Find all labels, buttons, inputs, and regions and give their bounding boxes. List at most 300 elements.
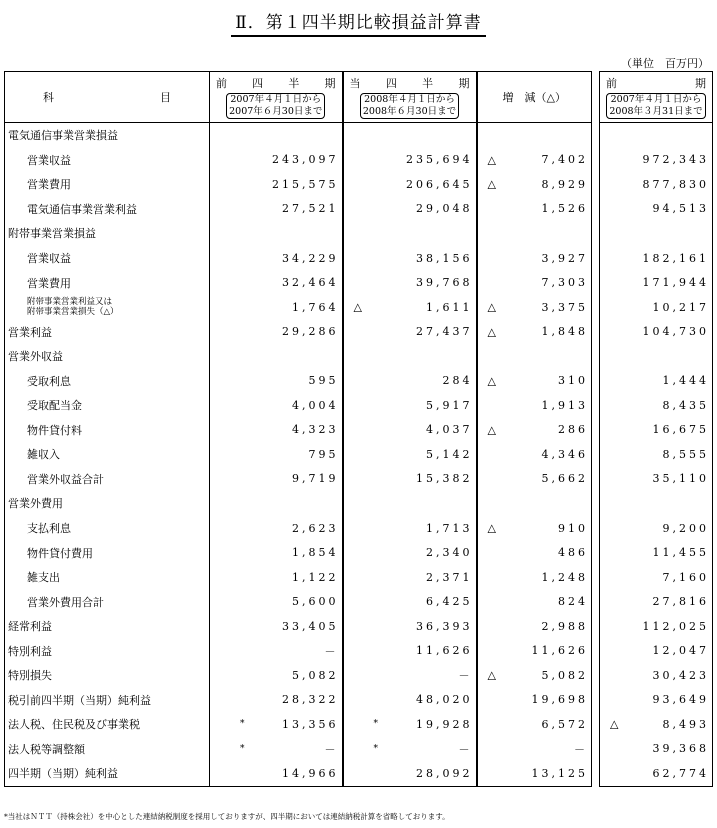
cell-value: 243,097 bbox=[272, 153, 339, 167]
note-asterisk: * bbox=[373, 743, 378, 754]
cell-value: 4,004 bbox=[292, 398, 339, 412]
prev-year-cell bbox=[600, 614, 713, 639]
negative-mark: △ bbox=[353, 300, 362, 314]
cell-value: 3,375 bbox=[541, 300, 588, 314]
row-label: 特別利益 bbox=[5, 638, 210, 663]
prev-year-cell bbox=[600, 295, 713, 320]
table-row bbox=[5, 368, 713, 393]
prev-quarter-cell bbox=[210, 712, 343, 737]
difference-cell bbox=[477, 246, 592, 271]
header-prev-year bbox=[600, 72, 713, 123]
cell-value: 27,521 bbox=[282, 202, 339, 216]
cell-value: 2,988 bbox=[541, 619, 588, 633]
cell-value: 11,455 bbox=[652, 546, 709, 560]
prev-quarter-cell bbox=[210, 614, 343, 639]
negative-mark: △ bbox=[487, 153, 496, 167]
difference-cell bbox=[477, 516, 592, 541]
cell-value: － bbox=[458, 669, 473, 683]
difference-cell bbox=[477, 614, 592, 639]
period-from: 2008年４月１日から bbox=[364, 94, 455, 105]
cell-value: 39,768 bbox=[416, 276, 473, 290]
prev-year-cell bbox=[600, 221, 713, 246]
note-asterisk: * bbox=[373, 719, 378, 730]
prev-year-cell bbox=[600, 418, 713, 443]
prev-quarter-cell bbox=[210, 540, 343, 565]
header-char: 期 bbox=[695, 77, 706, 90]
cell-value: 795 bbox=[308, 447, 339, 461]
prev-year-cell bbox=[600, 246, 713, 271]
table-row bbox=[5, 246, 713, 271]
current-quarter-cell bbox=[343, 319, 477, 344]
row-label: 営業利益 bbox=[5, 319, 210, 344]
prev-quarter-cell bbox=[210, 418, 343, 443]
current-quarter-cell bbox=[343, 516, 477, 541]
row-label: 営業外費用 bbox=[5, 491, 210, 516]
row-label: 物件貸付料 bbox=[5, 418, 210, 443]
row-label: 四半期（当期）純利益 bbox=[5, 761, 210, 786]
table-row bbox=[5, 270, 713, 295]
cell-value: 1,713 bbox=[426, 521, 473, 535]
table-row bbox=[5, 761, 713, 786]
period-to: 2008年３月31日まで bbox=[609, 106, 703, 117]
cell-value: 93,649 bbox=[652, 693, 709, 707]
cell-value: 16,675 bbox=[652, 423, 709, 437]
difference-cell bbox=[477, 344, 592, 369]
current-quarter-cell bbox=[343, 712, 477, 737]
cell-value: 2,340 bbox=[426, 546, 473, 560]
table-row bbox=[5, 393, 713, 418]
current-quarter-cell bbox=[343, 589, 477, 614]
row-label: 物件貸付費用 bbox=[5, 540, 210, 565]
cell-value: 9,719 bbox=[292, 472, 339, 486]
row-label: 電気通信事業営業損益 bbox=[5, 123, 210, 148]
cell-value: 36,393 bbox=[416, 619, 473, 633]
cell-value: 14,966 bbox=[282, 766, 339, 780]
prev-quarter-cell bbox=[210, 663, 343, 688]
row-label: 経常利益 bbox=[5, 614, 210, 639]
cell-value: 1,248 bbox=[541, 570, 588, 584]
header-difference-label: 増 減（△） bbox=[502, 91, 566, 104]
difference-cell bbox=[477, 638, 592, 663]
current-quarter-cell bbox=[343, 565, 477, 590]
row-label: 電気通信事業営業利益 bbox=[5, 197, 210, 222]
header-char: 当 bbox=[349, 77, 361, 90]
cell-value: 8,555 bbox=[662, 447, 709, 461]
difference-cell bbox=[477, 368, 592, 393]
cell-value: 48,020 bbox=[416, 693, 473, 707]
prev-year-cell bbox=[600, 540, 713, 565]
cell-value: 7,303 bbox=[541, 276, 588, 290]
cell-value: 310 bbox=[558, 374, 588, 388]
unit-label: （単位 百万円） bbox=[621, 57, 709, 70]
cell-value: 2,623 bbox=[292, 521, 339, 535]
cell-value: 28,092 bbox=[416, 766, 473, 780]
cell-value: 4,346 bbox=[541, 447, 588, 461]
cell-value: 32,464 bbox=[282, 276, 339, 290]
prev-quarter-cell bbox=[210, 393, 343, 418]
prev-quarter-cell bbox=[210, 442, 343, 467]
row-label: 営業費用 bbox=[5, 172, 210, 197]
period-to: 2007年６月30日まで bbox=[229, 106, 323, 117]
prev-year-cell bbox=[600, 393, 713, 418]
prev-year-cell bbox=[600, 663, 713, 688]
current-quarter-cell bbox=[343, 737, 477, 762]
prev-year-cell bbox=[600, 197, 713, 222]
prev-year-cell bbox=[600, 516, 713, 541]
difference-cell bbox=[477, 319, 592, 344]
difference-cell bbox=[477, 148, 592, 173]
table-row bbox=[5, 614, 713, 639]
cell-value: 1,764 bbox=[292, 300, 339, 314]
cell-value: － bbox=[324, 742, 339, 756]
table-row bbox=[5, 638, 713, 663]
current-quarter-cell bbox=[343, 221, 477, 246]
difference-cell bbox=[477, 761, 592, 786]
cell-value: 33,405 bbox=[282, 619, 339, 633]
header-char: 期 bbox=[458, 77, 470, 90]
table-row bbox=[5, 589, 713, 614]
table-row bbox=[5, 418, 713, 443]
cell-value: 5,600 bbox=[292, 595, 339, 609]
period-to: 2008年６月30日まで bbox=[362, 106, 457, 117]
prev-quarter-cell bbox=[210, 123, 343, 148]
prev-year-cell bbox=[600, 344, 713, 369]
prev-year-cell bbox=[600, 638, 713, 663]
prev-quarter-cell bbox=[210, 737, 343, 762]
prev-year-cell bbox=[600, 688, 713, 713]
prev-year-cell bbox=[600, 761, 713, 786]
cell-value: 595 bbox=[308, 374, 339, 388]
cell-value: 27,437 bbox=[416, 325, 473, 339]
row-label: 営業費用 bbox=[5, 270, 210, 295]
current-quarter-cell bbox=[343, 344, 477, 369]
title-text: Ⅱ．第１四半期比較損益計算書 bbox=[231, 8, 486, 37]
prev-quarter-cell bbox=[210, 295, 343, 320]
cell-value: 94,513 bbox=[652, 202, 709, 216]
header-difference bbox=[477, 72, 592, 123]
cell-value: 15,382 bbox=[416, 472, 473, 486]
header-prev-quarter-period bbox=[226, 93, 325, 119]
header-char: 前 bbox=[606, 77, 617, 90]
row-label: 営業外収益 bbox=[5, 344, 210, 369]
cell-value: 215,575 bbox=[272, 177, 339, 191]
cell-value: 910 bbox=[558, 521, 588, 535]
note-asterisk: * bbox=[240, 719, 245, 730]
cell-value: 29,286 bbox=[282, 325, 339, 339]
difference-cell bbox=[477, 712, 592, 737]
current-quarter-cell bbox=[343, 295, 477, 320]
cell-value: 112,025 bbox=[642, 619, 709, 633]
cell-value: 5,917 bbox=[426, 398, 473, 412]
row-label: 支払利息 bbox=[5, 516, 210, 541]
prev-quarter-cell bbox=[210, 565, 343, 590]
cell-value: 30,423 bbox=[652, 668, 709, 682]
header-char: 四 bbox=[385, 77, 397, 90]
cell-value: － bbox=[574, 742, 588, 756]
header-char: 半 bbox=[288, 77, 300, 90]
header-char: 四 bbox=[252, 77, 264, 90]
cell-value: 12,047 bbox=[652, 644, 709, 658]
prev-quarter-cell bbox=[210, 688, 343, 713]
prev-quarter-cell bbox=[210, 638, 343, 663]
cell-value: 5,142 bbox=[426, 447, 473, 461]
income-statement-table bbox=[4, 71, 713, 787]
prev-year-cell bbox=[600, 172, 713, 197]
cell-value: 1,444 bbox=[662, 374, 709, 388]
current-quarter-cell bbox=[343, 614, 477, 639]
table-row bbox=[5, 172, 713, 197]
cell-value: 8,929 bbox=[541, 177, 588, 191]
prev-year-cell bbox=[600, 319, 713, 344]
prev-quarter-cell bbox=[210, 197, 343, 222]
cell-value: 284 bbox=[442, 374, 473, 388]
header-subject bbox=[5, 72, 210, 123]
cell-value: 34,229 bbox=[282, 251, 339, 265]
difference-cell bbox=[477, 688, 592, 713]
row-label: 雑支出 bbox=[5, 565, 210, 590]
cell-value: 877,830 bbox=[642, 177, 709, 191]
table-row bbox=[5, 737, 713, 762]
table-row bbox=[5, 319, 713, 344]
period-from: 2007年４月１日から bbox=[230, 94, 322, 105]
row-label: 附帯事業営業利益又は 附帯事業営業損失（△） bbox=[5, 295, 210, 320]
prev-quarter-cell bbox=[210, 491, 343, 516]
current-quarter-cell bbox=[343, 148, 477, 173]
row-label: 特別損失 bbox=[5, 663, 210, 688]
difference-cell bbox=[477, 393, 592, 418]
prev-year-cell bbox=[600, 123, 713, 148]
cell-value: 5,662 bbox=[541, 472, 588, 486]
prev-year-cell bbox=[600, 712, 713, 737]
prev-quarter-cell bbox=[210, 516, 343, 541]
table-row bbox=[5, 688, 713, 713]
row-label: 法人税、住民税及び事業税 bbox=[5, 712, 210, 737]
table-row bbox=[5, 295, 713, 320]
header-current-quarter bbox=[343, 72, 477, 123]
row-label: 受取利息 bbox=[5, 368, 210, 393]
cell-value: 5,082 bbox=[541, 668, 588, 682]
header-prev-quarter bbox=[210, 72, 343, 123]
negative-mark: △ bbox=[487, 423, 496, 437]
header-char: 期 bbox=[324, 77, 336, 90]
difference-cell bbox=[477, 172, 592, 197]
negative-mark: △ bbox=[487, 300, 496, 314]
current-quarter-cell bbox=[343, 270, 477, 295]
prev-quarter-cell bbox=[210, 221, 343, 246]
prev-quarter-cell bbox=[210, 319, 343, 344]
row-label: 営業外費用合計 bbox=[5, 589, 210, 614]
header-row bbox=[5, 72, 713, 123]
cell-value: 4,323 bbox=[292, 423, 339, 437]
cell-value: 13,356 bbox=[282, 717, 339, 731]
prev-quarter-cell bbox=[210, 368, 343, 393]
difference-cell bbox=[477, 295, 592, 320]
table-row bbox=[5, 712, 713, 737]
row-label: 営業外収益合計 bbox=[5, 467, 210, 492]
prev-year-cell bbox=[600, 737, 713, 762]
row-label: 雑収入 bbox=[5, 442, 210, 467]
cell-value: 38,156 bbox=[416, 251, 473, 265]
cell-value: 972,343 bbox=[642, 153, 709, 167]
current-quarter-cell bbox=[343, 418, 477, 443]
cell-value: 1,611 bbox=[426, 300, 473, 314]
difference-cell bbox=[477, 418, 592, 443]
cell-value: 13,125 bbox=[531, 766, 588, 780]
cell-value: 8,435 bbox=[662, 398, 709, 412]
cell-value: 3,927 bbox=[541, 251, 588, 265]
current-quarter-cell bbox=[343, 442, 477, 467]
note-asterisk: * bbox=[240, 743, 245, 754]
cell-value: 206,645 bbox=[406, 177, 473, 191]
table-row bbox=[5, 467, 713, 492]
current-quarter-cell bbox=[343, 688, 477, 713]
table-row bbox=[5, 491, 713, 516]
table-row bbox=[5, 663, 713, 688]
negative-mark: △ bbox=[487, 177, 496, 191]
prev-quarter-cell bbox=[210, 589, 343, 614]
table-row bbox=[5, 565, 713, 590]
prev-year-cell bbox=[600, 368, 713, 393]
cell-value: 28,322 bbox=[282, 693, 339, 707]
header-subject-left: 科 bbox=[43, 91, 54, 104]
cell-value: 286 bbox=[558, 423, 588, 437]
cell-value: 19,698 bbox=[531, 693, 588, 707]
table-row bbox=[5, 442, 713, 467]
difference-cell bbox=[477, 565, 592, 590]
difference-cell bbox=[477, 442, 592, 467]
cell-value: 8,493 bbox=[662, 717, 709, 731]
cell-value: 1,848 bbox=[541, 325, 588, 339]
header-subject-right: 目 bbox=[160, 91, 171, 104]
prev-quarter-cell bbox=[210, 172, 343, 197]
current-quarter-cell bbox=[343, 540, 477, 565]
period-from: 2007年４月１日から bbox=[610, 94, 702, 105]
table-row bbox=[5, 148, 713, 173]
current-quarter-cell bbox=[343, 638, 477, 663]
cell-value: － bbox=[324, 644, 339, 658]
table-row bbox=[5, 221, 713, 246]
table-row bbox=[5, 540, 713, 565]
prev-year-cell bbox=[600, 565, 713, 590]
negative-mark: △ bbox=[487, 325, 496, 339]
difference-cell bbox=[477, 197, 592, 222]
cell-value: 104,730 bbox=[642, 325, 709, 339]
cell-value: 1,913 bbox=[541, 398, 588, 412]
header-prev-year-period bbox=[606, 93, 705, 119]
current-quarter-cell bbox=[343, 197, 477, 222]
prev-year-cell bbox=[600, 442, 713, 467]
cell-value: 11,626 bbox=[531, 644, 588, 658]
table-row bbox=[5, 344, 713, 369]
prev-quarter-cell bbox=[210, 148, 343, 173]
cell-value: 5,082 bbox=[292, 668, 339, 682]
table-row bbox=[5, 516, 713, 541]
difference-cell bbox=[477, 663, 592, 688]
cell-value: 7,160 bbox=[662, 570, 709, 584]
prev-year-cell bbox=[600, 491, 713, 516]
difference-cell bbox=[477, 221, 592, 246]
current-quarter-cell bbox=[343, 368, 477, 393]
cell-value: 9,200 bbox=[662, 521, 709, 535]
current-quarter-cell bbox=[343, 123, 477, 148]
cell-value: 19,928 bbox=[416, 717, 473, 731]
row-label: 附帯事業営業損益 bbox=[5, 221, 210, 246]
row-label: 受取配当金 bbox=[5, 393, 210, 418]
table-row bbox=[5, 197, 713, 222]
difference-cell bbox=[477, 123, 592, 148]
prev-quarter-cell bbox=[210, 246, 343, 271]
current-quarter-cell bbox=[343, 172, 477, 197]
current-quarter-cell bbox=[343, 491, 477, 516]
negative-mark: △ bbox=[487, 668, 496, 682]
cell-value: 7,402 bbox=[541, 153, 588, 167]
cell-value: 235,694 bbox=[406, 153, 473, 167]
cell-value: 27,816 bbox=[652, 595, 709, 609]
current-quarter-cell bbox=[343, 393, 477, 418]
difference-cell bbox=[477, 540, 592, 565]
cell-value: 29,048 bbox=[416, 202, 473, 216]
difference-cell bbox=[477, 491, 592, 516]
difference-cell bbox=[477, 467, 592, 492]
difference-cell bbox=[477, 270, 592, 295]
negative-mark: △ bbox=[487, 521, 496, 535]
cell-value: 6,425 bbox=[426, 595, 473, 609]
cell-value: － bbox=[458, 742, 473, 756]
row-label: 営業収益 bbox=[5, 148, 210, 173]
prev-quarter-cell bbox=[210, 270, 343, 295]
prev-year-cell bbox=[600, 467, 713, 492]
row-label: 税引前四半期（当期）純利益 bbox=[5, 688, 210, 713]
cell-value: 486 bbox=[558, 546, 588, 560]
footnote: *当社はＮＴＴ（持株会社）を中心とした連結納税制度を採用しておりますが、四半期においては連結納税計算を省略しております。 bbox=[4, 812, 450, 821]
negative-mark: △ bbox=[487, 374, 496, 388]
header-char: 半 bbox=[422, 77, 434, 90]
prev-quarter-cell bbox=[210, 344, 343, 369]
cell-value: 2,371 bbox=[426, 570, 473, 584]
table-row bbox=[5, 123, 713, 148]
current-quarter-cell bbox=[343, 761, 477, 786]
negative-mark: △ bbox=[610, 717, 619, 731]
prev-year-cell bbox=[600, 589, 713, 614]
cell-value: 1,526 bbox=[541, 202, 588, 216]
page-title bbox=[0, 8, 717, 37]
header-char: 前 bbox=[216, 77, 227, 90]
row-label: 営業収益 bbox=[5, 246, 210, 271]
prev-quarter-cell bbox=[210, 761, 343, 786]
cell-value: 11,626 bbox=[416, 644, 473, 658]
cell-value: 824 bbox=[558, 595, 588, 609]
prev-year-cell bbox=[600, 270, 713, 295]
prev-quarter-cell bbox=[210, 467, 343, 492]
cell-value: 171,944 bbox=[642, 276, 709, 290]
cell-value: 6,572 bbox=[541, 717, 588, 731]
cell-value: 1,854 bbox=[292, 546, 339, 560]
row-label: 法人税等調整額 bbox=[5, 737, 210, 762]
cell-value: 1,122 bbox=[292, 570, 339, 584]
cell-value: 35,110 bbox=[652, 472, 709, 486]
cell-value: 4,037 bbox=[426, 423, 473, 437]
cell-value: 10,217 bbox=[652, 300, 709, 314]
cell-value: 39,368 bbox=[652, 742, 709, 756]
difference-cell bbox=[477, 737, 592, 762]
prev-year-cell bbox=[600, 148, 713, 173]
cell-value: 182,161 bbox=[642, 251, 709, 265]
difference-cell bbox=[477, 589, 592, 614]
current-quarter-cell bbox=[343, 246, 477, 271]
current-quarter-cell bbox=[343, 663, 477, 688]
current-quarter-cell bbox=[343, 467, 477, 492]
cell-value: 62,774 bbox=[652, 766, 709, 780]
